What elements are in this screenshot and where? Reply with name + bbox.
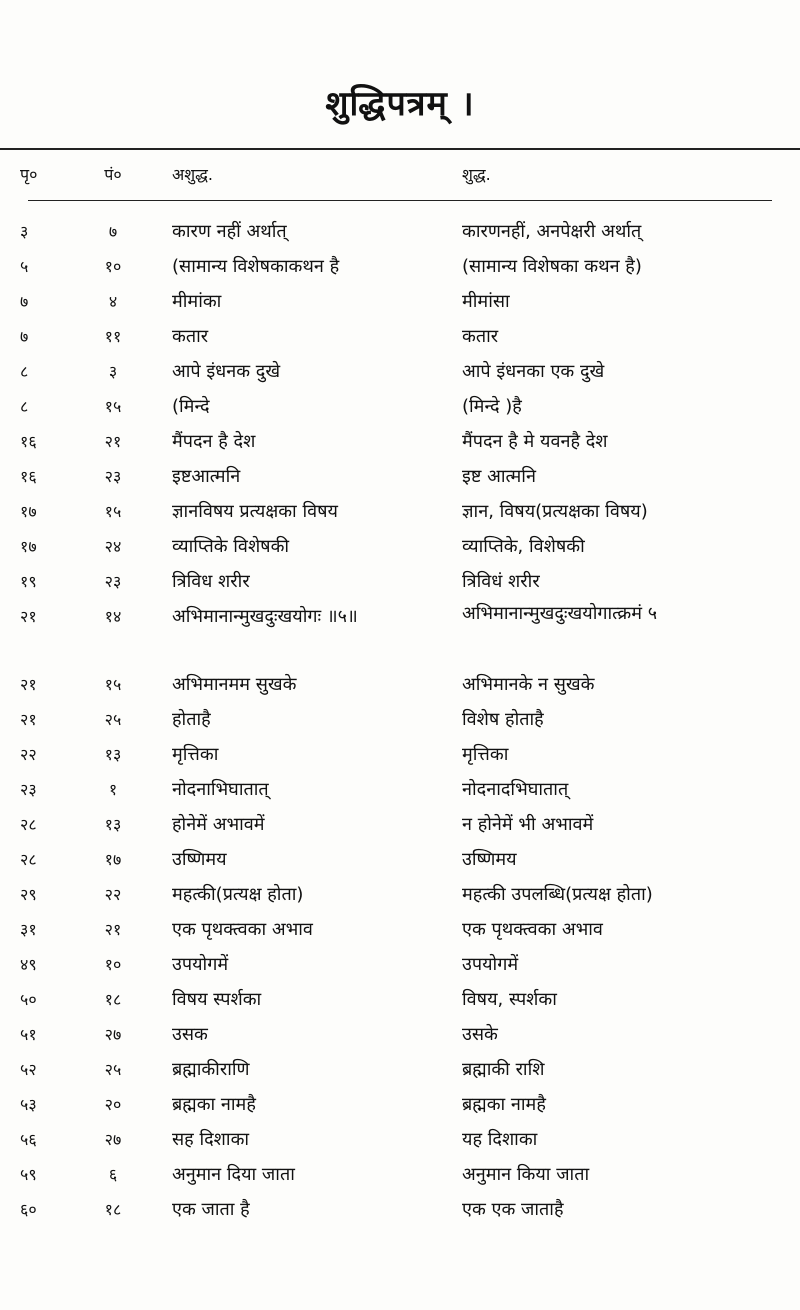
row-line: १५ — [104, 502, 122, 521]
row-line: २३ — [104, 467, 122, 486]
row-right: कतार — [462, 326, 499, 347]
row-right: अभिमानान्मुखदुःखयोगात्क्रमं ५ — [462, 603, 658, 624]
row-wrong: होताहै — [172, 709, 211, 730]
row-line: ७ — [108, 222, 118, 241]
row-right: नोदनादभिघातात् — [462, 779, 569, 800]
row-wrong: अनुमान दिया जाता — [172, 1164, 295, 1185]
table-row — [0, 424, 800, 459]
row-right: विषय, स्पर्शका — [462, 989, 557, 1010]
row-right: मृत्तिका — [462, 744, 509, 765]
row-line: ६ — [108, 1165, 118, 1184]
header-rule — [28, 200, 772, 201]
row-page: ८ — [20, 362, 29, 381]
row-right: ब्रह्मका नामहै — [462, 1094, 546, 1115]
row-wrong: इष्टआत्मनि — [172, 466, 241, 487]
table-row — [0, 459, 800, 494]
row-wrong: (सामान्य विशेषकाकथन है — [172, 256, 340, 277]
row-page: ५२ — [20, 1060, 37, 1079]
table-row — [0, 389, 800, 424]
row-page: २१ — [20, 710, 37, 729]
table-row — [0, 564, 800, 599]
table-row — [0, 1157, 800, 1192]
row-right: उष्णिमय — [462, 849, 517, 870]
row-wrong: ब्रह्मका नामहै — [172, 1094, 256, 1115]
row-page: ६० — [20, 1200, 37, 1219]
table-row — [0, 284, 800, 319]
table-row — [0, 214, 800, 249]
row-line: १ — [108, 780, 118, 799]
row-line: २३ — [104, 572, 122, 591]
row-wrong: ज्ञानविषय प्रत्यक्षका विषय — [172, 501, 338, 522]
row-page: ५३ — [20, 1095, 37, 1114]
table-row — [0, 1192, 800, 1227]
header-right: शुद्ध. — [462, 165, 491, 184]
row-page: २१ — [20, 607, 37, 626]
row-wrong: महत्की(प्रत्यक्ष होता) — [172, 884, 304, 905]
table-row — [0, 982, 800, 1017]
table-row — [0, 842, 800, 877]
row-right: मीमांसा — [462, 291, 510, 312]
row-line: २० — [104, 1095, 122, 1114]
row-line: २५ — [104, 710, 122, 729]
row-wrong: (मिन्दे — [172, 396, 210, 417]
row-page: ३१ — [20, 920, 37, 939]
row-page: १७ — [20, 537, 37, 556]
table-row — [0, 529, 800, 564]
row-page: २८ — [20, 815, 37, 834]
row-page: ५० — [20, 990, 37, 1009]
row-line: २७ — [104, 1130, 122, 1149]
table-row — [0, 599, 800, 667]
row-page: ८ — [20, 397, 29, 416]
row-line: २२ — [104, 885, 122, 904]
table-row — [0, 877, 800, 912]
row-page: ३ — [20, 222, 29, 241]
table-row — [0, 1087, 800, 1122]
header-page: पृ० — [20, 165, 38, 184]
row-page: ७ — [20, 292, 29, 311]
row-wrong: नोदनाभिघातात् — [172, 779, 269, 800]
row-right: (मिन्दे )है — [462, 396, 522, 417]
row-right: ब्रह्माकी राशि — [462, 1059, 545, 1080]
table-row — [0, 354, 800, 389]
top-rule — [0, 148, 800, 150]
row-line: २१ — [104, 920, 122, 939]
row-wrong: आपे इंधनक दुखे — [172, 361, 281, 382]
row-wrong: अभिमानमम सुखके — [172, 674, 297, 695]
row-page: २९ — [20, 885, 37, 904]
row-line: २५ — [104, 1060, 122, 1079]
header-line: पं० — [104, 165, 122, 184]
row-right: इष्ट आत्मनि — [462, 466, 536, 487]
row-wrong: एक पृथक्त्वका अभाव — [172, 919, 313, 940]
row-line: १७ — [104, 850, 122, 869]
row-right: आपे इंधनका एक दुखे — [462, 361, 605, 382]
table-row — [0, 494, 800, 529]
row-wrong: विषय स्पर्शका — [172, 989, 262, 1010]
table-row — [0, 702, 800, 737]
row-line: १५ — [104, 397, 122, 416]
row-wrong: एक जाता है — [172, 1199, 250, 1220]
row-page: १६ — [20, 432, 37, 451]
row-line: ११ — [104, 327, 122, 346]
row-line: ३ — [108, 362, 118, 381]
row-line: १० — [104, 955, 122, 974]
row-wrong: कारण नहीं अर्थात् — [172, 221, 287, 242]
row-right: यह दिशाका — [462, 1129, 538, 1150]
row-line: १३ — [104, 815, 122, 834]
row-wrong: कतार — [172, 326, 209, 347]
row-page: २८ — [20, 850, 37, 869]
table-row — [0, 947, 800, 982]
row-wrong: होनेमें अभावमें — [172, 814, 265, 835]
errata-table — [0, 214, 800, 1227]
row-right: अनुमान किया जाता — [462, 1164, 590, 1185]
table-row — [0, 249, 800, 284]
row-page: ५६ — [20, 1130, 37, 1149]
row-page: ४९ — [20, 955, 37, 974]
table-row — [0, 1017, 800, 1052]
row-line: १० — [104, 257, 122, 276]
header-wrong: अशुद्ध. — [172, 165, 213, 184]
row-right: एक एक जाताहै — [462, 1199, 564, 1220]
row-wrong: उसक — [172, 1024, 208, 1045]
row-right: अभिमानके न सुखके — [462, 674, 595, 695]
table-row — [0, 737, 800, 772]
row-page: ५१ — [20, 1025, 37, 1044]
row-page: २१ — [20, 675, 37, 694]
row-right: मैंपदन है मे यवनहै देश — [462, 431, 608, 452]
row-wrong: मृत्तिका — [172, 744, 219, 765]
table-header — [0, 160, 800, 190]
row-page: ७ — [20, 327, 29, 346]
row-line: १५ — [104, 675, 122, 694]
row-wrong: सह दिशाका — [172, 1129, 250, 1150]
row-page: ५ — [20, 257, 29, 276]
table-row — [0, 319, 800, 354]
table-row — [0, 1052, 800, 1087]
row-right: कारणनहीं, अनपेक्षरी अर्थात् — [462, 221, 642, 242]
table-row — [0, 1122, 800, 1157]
row-wrong: ब्रह्माकीराणि — [172, 1059, 250, 1080]
row-right: ज्ञान, विषय(प्रत्यक्षका विषय) — [462, 501, 648, 522]
row-right: विशेष होताहै — [462, 709, 544, 730]
row-line: ४ — [108, 292, 118, 311]
row-right: उसके — [462, 1024, 498, 1045]
row-wrong: मैंपदन है देश — [172, 431, 256, 452]
row-wrong: व्याप्तिके विशेषकी — [172, 536, 290, 557]
row-line: २७ — [104, 1025, 122, 1044]
row-right: एक पृथक्त्वका अभाव — [462, 919, 603, 940]
row-right: व्याप्तिके, विशेषकी — [462, 536, 585, 557]
row-right: महत्की उपलब्धि(प्रत्यक्ष होता) — [462, 884, 653, 905]
table-row — [0, 667, 800, 702]
row-page: ५९ — [20, 1165, 37, 1184]
row-wrong: त्रिविध शरीर — [172, 571, 250, 592]
table-row — [0, 772, 800, 807]
row-right: न होनेमें भी अभावमें — [462, 814, 594, 835]
row-line: १३ — [104, 745, 122, 764]
row-line: १४ — [104, 607, 122, 626]
row-wrong: उष्णिमय — [172, 849, 227, 870]
row-line: २१ — [104, 432, 122, 451]
row-right: उपयोगमें — [462, 954, 519, 975]
row-line: २४ — [104, 537, 122, 556]
row-page: १६ — [20, 467, 37, 486]
row-page: २२ — [20, 745, 37, 764]
row-wrong: मीमांका — [172, 291, 222, 312]
row-wrong: उपयोगमें — [172, 954, 229, 975]
row-page: २३ — [20, 780, 37, 799]
row-line: १८ — [104, 990, 122, 1009]
row-page: १९ — [20, 572, 37, 591]
row-wrong: अभिमानान्मुखदुःखयोगः ॥५॥ — [172, 606, 358, 627]
page-title: शुद्धिपत्रम् । — [325, 84, 475, 124]
row-right: त्रिविधं शरीर — [462, 571, 540, 592]
table-row — [0, 912, 800, 947]
row-right: (सामान्य विशेषका कथन है) — [462, 256, 642, 277]
row-page: १७ — [20, 502, 37, 521]
row-line: १८ — [104, 1200, 122, 1219]
table-row — [0, 807, 800, 842]
